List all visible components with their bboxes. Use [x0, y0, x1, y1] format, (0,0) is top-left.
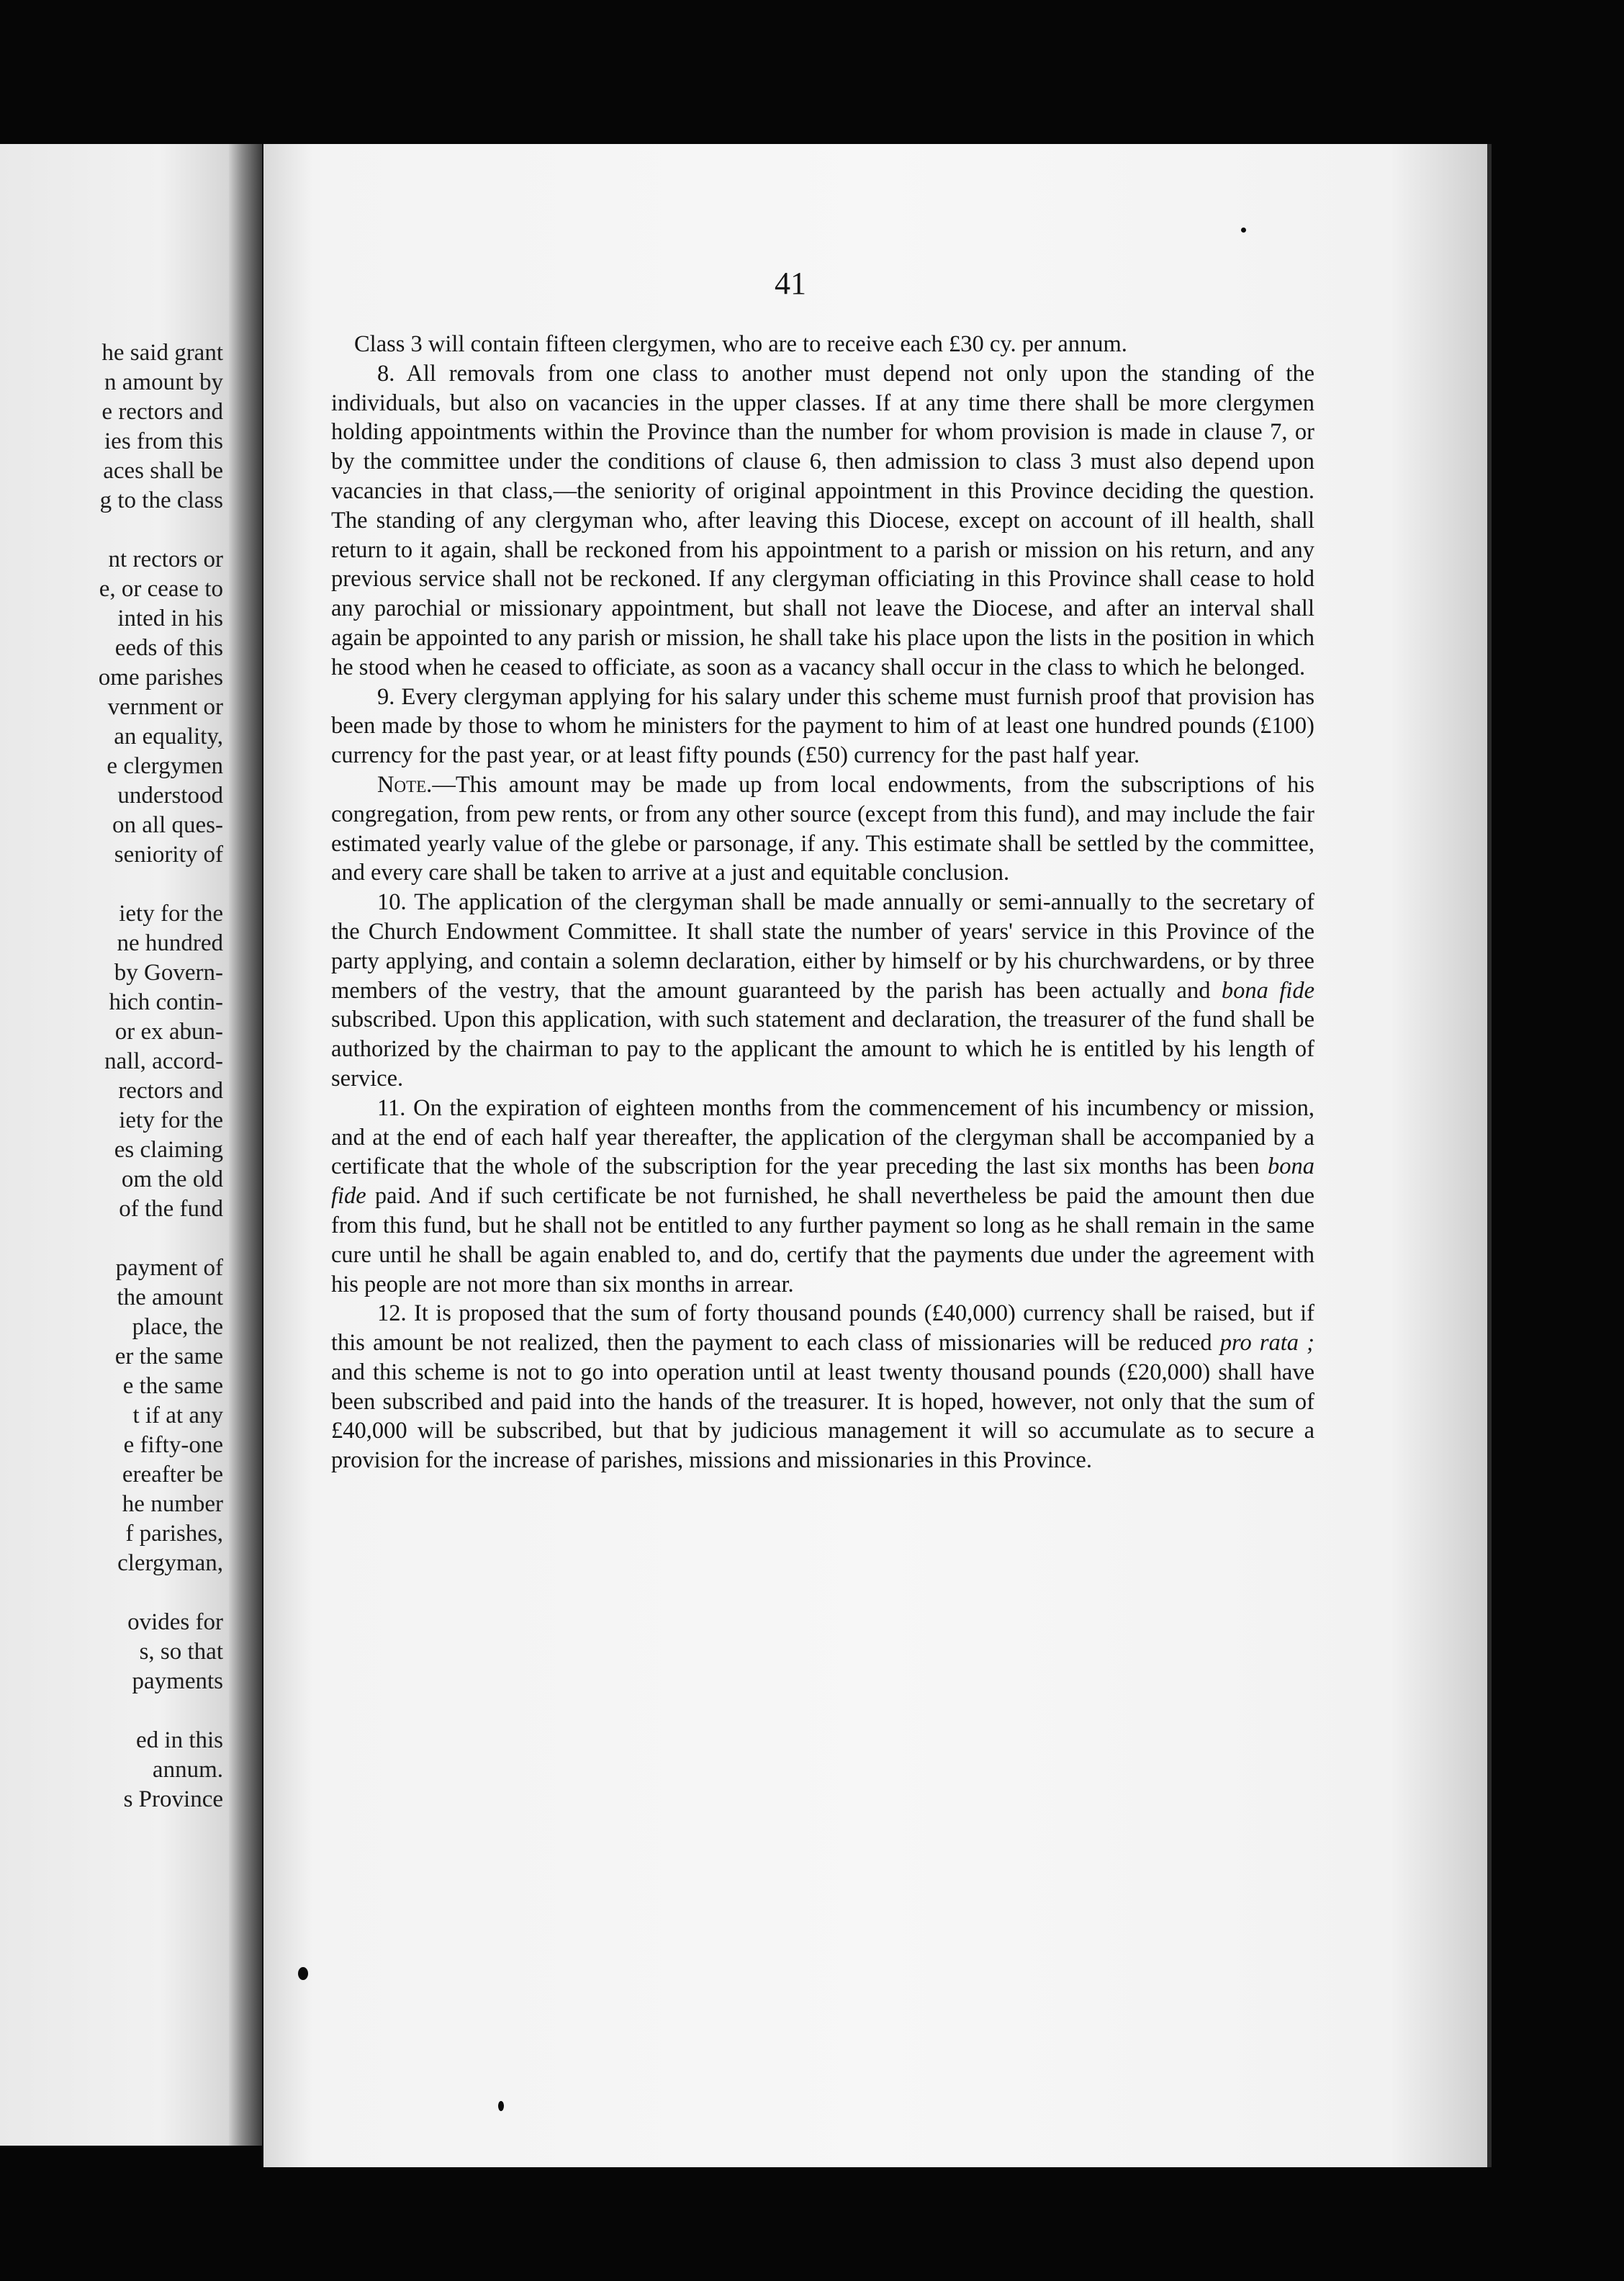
left-page-line: iety for the	[119, 901, 223, 927]
left-page-line: vernment or	[107, 694, 223, 720]
left-page-line: of the fund	[119, 1196, 223, 1222]
left-page-line: ome parishes	[98, 665, 223, 690]
left-page-fragment	[0, 144, 229, 2146]
left-page-line: seniority of	[114, 842, 223, 868]
paragraph-8: 8. All removals from one class to another must depend not only upon the standing of the individuals, but also on vacancies in the upper classes. If at any time there shall be more clergymen holding appointments within the Province than the number for whom provision is made in clause 7, or by the committee under the conditions of clause 6, then admission to class 3 must also depend upon vacancies in that class,—the seniority of original appointment in this Province deciding the question. The standing of any clergyman who, after leaving this Diocese, except on account of ill health, shall return to it again, shall be reckoned from his appointment to a parish or mission on his return, and any previous service shall not be reckoned. If any clergyman officiating in this Province shall cease to hold any parochial or missionary appointment, but shall not leave the Diocese, and after an interval shall again be appointed to any parish or mission, he shall take his place upon the lists in the position in which he stood when he ceased to officiate, as soon as a vacancy shall occur in the class to which he belonged.	[331, 360, 1314, 680]
paragraph-class-3: Class 3 will contain fifteen clergymen, who are to receive each £30 cy. per annum.	[354, 331, 1127, 357]
ink-speck	[1241, 228, 1246, 233]
left-page-line: t if at any	[132, 1403, 223, 1429]
left-page-line: place, the	[132, 1314, 223, 1340]
note-label: Note.	[377, 771, 433, 798]
left-page-line: s Province	[123, 1786, 223, 1812]
left-page-line: on all ques-	[112, 812, 223, 838]
left-page-line: ies from this	[104, 428, 223, 454]
left-page-line: n amount by	[104, 369, 223, 395]
book-gutter	[229, 144, 262, 2146]
page-number: 41	[775, 266, 806, 301]
left-page-line	[0, 1224, 223, 1254]
left-page-line: f parishes,	[125, 1521, 223, 1547]
left-page-line: e the same	[122, 1373, 223, 1399]
left-page-line: ne hundred	[117, 930, 223, 956]
left-page-line	[0, 516, 223, 545]
left-page-line: iety for the	[119, 1107, 223, 1133]
left-page-line: er the same	[114, 1344, 223, 1369]
left-page-line: nall, accord-	[104, 1048, 223, 1074]
left-page-line: or ex abun-	[114, 1019, 223, 1045]
left-page-line: om the old	[121, 1166, 223, 1192]
left-page-line	[0, 1696, 223, 1726]
left-page-line: annum.	[152, 1757, 223, 1783]
left-page-line	[0, 1578, 223, 1608]
left-page-text	[0, 338, 223, 1814]
left-page-line: clergyman,	[117, 1550, 223, 1576]
left-page-line: ereafter be	[122, 1462, 223, 1488]
left-page-line: es claiming	[114, 1137, 223, 1163]
left-page-line: he number	[122, 1491, 223, 1517]
left-page-line: the amount	[117, 1285, 223, 1310]
left-page-line: understood	[117, 783, 223, 809]
paragraph-11: 11. On the expiration of eighteen months from the commencement of his incumbency or mission, and at the end of each half year thereafter, the application of the clergyman shall be accompanied by a certificate that the whole of the subscription for the year preceding the last six months has been bona fide paid. And if such certificate be not furnished, he shall nevertheless be paid the amount then due from this fund, but he shall not be entitled to any further payment so long as he shall remain in the same cure until he shall be again enabled to, and do, certify that the payments due under the agreement with his people are not more than six months in arrear.	[331, 1094, 1314, 1297]
left-page-line: an equality,	[114, 724, 223, 750]
paragraph-12: 12. It is proposed that the sum of forty thousand pounds (£40,000) currency shall be raised, but if this amount be not realized, then the payment to each class of missionaries will be reduced pro rata ; and this scheme is not to go into operation until at least twenty thousand pounds (£20,000) shall have been subscribed and paid into the hands of the treasurer. It is hoped, however, not only that the sum of £40,000 will be subscribed, but that by judicious management it will so accumulate as to secure a provision for the increase of parishes, missions and missionaries in this Province.	[331, 1300, 1314, 1474]
left-page-line: ed in this	[136, 1727, 223, 1753]
left-page-line: he said grant	[102, 340, 223, 366]
left-page-line: by Govern-	[114, 960, 223, 986]
left-page-line: inted in his	[117, 606, 223, 631]
ink-speck	[298, 1967, 308, 1980]
left-page-line: nt rectors or	[108, 546, 223, 572]
left-page-line: aces shall be	[103, 458, 223, 484]
left-page-line: ovides for	[127, 1609, 223, 1635]
ink-speck	[498, 2101, 504, 2111]
page-body	[331, 330, 1314, 1475]
left-page-line: rectors and	[118, 1078, 223, 1104]
left-page-line	[0, 870, 223, 899]
left-page-line: e, or cease to	[99, 576, 223, 602]
left-page-line: e rectors and	[102, 399, 223, 425]
left-page-line: s, so that	[139, 1639, 223, 1665]
left-page-line: eeds of this	[114, 635, 223, 661]
left-page-line: payments	[132, 1668, 223, 1694]
left-page-line: e clergymen	[107, 753, 223, 779]
left-page-line: payment of	[115, 1255, 223, 1281]
left-page-line: hich contin-	[109, 989, 223, 1015]
left-page-line: g to the class	[99, 487, 223, 513]
paragraph-note: Note.—This amount may be made up from local endowments, from the subscriptions of his congregation, from pew rents, or from any other source (except from this fund), and may include the fair estimated yearly value of the glebe or parsonage, if any. This estimate shall be settled by the committee, and every care shall be taken to arrive at a just and equitable conclusion.	[331, 771, 1314, 886]
paragraph-10: 10. The application of the clergyman shall be made annually or semi-annually to the secretary of the Church Endowment Committee. It shall state the number of years' service in this Province of the party applying, and contain a solemn declaration, either by himself or by his churchwardens, or by three members of the vestry, that the amount guaranteed by the parish has been actually and bona fide subscribed. Upon this application, with such statement and declaration, the treasurer of the fund shall be authorized by the chairman to pay to the applicant the amount to which he is entitled by his length of service.	[331, 889, 1315, 1092]
left-page-line: e fifty-one	[123, 1432, 223, 1458]
paragraph-9: 9. Every clergyman applying for his salary under this scheme must furnish proof that provision has been made by those to whom he ministers for the payment to him of at least one hundred pounds (£100) currency for the past year, or at least fifty pounds (£50) currency for the past half year.	[331, 683, 1314, 769]
